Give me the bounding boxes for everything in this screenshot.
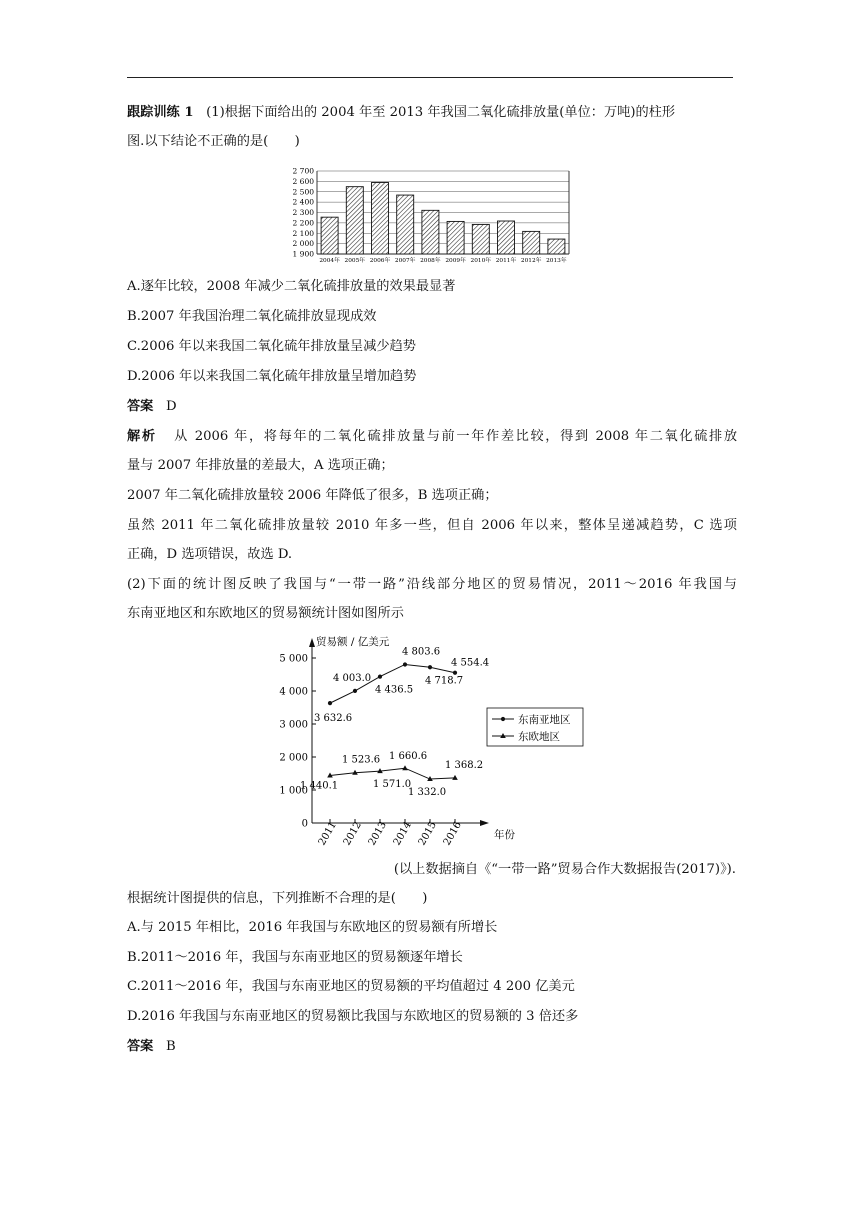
data-point <box>428 665 432 669</box>
line-y-tick-label: 4 000 <box>279 686 308 698</box>
line-chart-series <box>300 646 489 798</box>
data-label: 4 803.6 <box>402 646 441 658</box>
q1-answer-value: D <box>165 399 177 414</box>
q2-option-c: C.2011～2016 年，我国与东南亚地区的贸易额的平均值超过 4 200 亿美元 <box>127 979 575 994</box>
bar <box>447 221 464 254</box>
bar-y-tick-label: 2 400 <box>292 197 314 207</box>
q1-option-c: C.2006 年以来我国二氧化硫年排放量呈减少趋势 <box>127 339 416 354</box>
line-x-axis-title: 年份 <box>494 829 515 841</box>
q1-analysis-line3: 2007 年二氧化硫排放量较 2006 年降低了很多，B 选项正确； <box>127 488 498 503</box>
data-label: 1 523.6 <box>342 754 381 766</box>
data-label: 1 660.6 <box>389 751 428 763</box>
bar <box>422 210 439 254</box>
q1-label: 跟踪训练 1 <box>127 105 194 120</box>
line-x-tick-label: 2012 <box>341 819 364 848</box>
q2-question: 根据统计图提供的信息，下列推断不合理的是( ) <box>127 891 428 906</box>
data-label: 3 632.6 <box>314 713 353 725</box>
data-label: 1 368.2 <box>445 759 484 771</box>
data-point <box>452 775 458 780</box>
data-label: 4 554.4 <box>451 657 490 669</box>
bar <box>523 231 540 254</box>
data-label: 4 003.0 <box>333 672 372 684</box>
line-x-tick-label: 2014 <box>391 819 414 848</box>
line-x-tick-label: 2011 <box>316 819 339 848</box>
data-point <box>403 662 407 666</box>
legend-label: 东欧地区 <box>518 731 560 743</box>
bar-y-tick-label: 2 300 <box>292 208 314 218</box>
q2-answer-label: 答案 <box>127 1039 154 1054</box>
q1-answer <box>127 397 737 417</box>
bar-chart-bars <box>321 183 565 254</box>
line-y-tick-label: 0 <box>301 818 308 830</box>
bar <box>548 239 565 254</box>
bar-y-tick-label: 2 100 <box>292 228 314 238</box>
q1-option-b: B.2007 年我国治理二氧化硫排放显现成效 <box>127 309 377 324</box>
q1-stem-text: (1)根据下面给出的 2004 年至 2013 年我国二氧化硫排放量(单位：万吨)的柱形 <box>206 105 676 120</box>
q1-stem-line2: 图.以下结论不正确的是( ) <box>127 134 300 149</box>
line-x-tick-label: 2016 <box>441 819 464 848</box>
q2-answer <box>127 1037 737 1057</box>
bar-y-tick-label: 1 900 <box>292 249 314 259</box>
bar-x-tick-label: 2010年 <box>470 258 492 264</box>
line-y-tick-label: 5 000 <box>279 653 308 665</box>
line-x-axis-arrow <box>480 820 489 826</box>
q1-analysis-line1 <box>127 427 737 447</box>
header-rule <box>127 77 733 78</box>
data-label: 1 440.1 <box>300 780 339 792</box>
line-y-axis-title: 贸易额 / 亿美元 <box>316 636 390 648</box>
bar-chart <box>288 166 574 270</box>
bar <box>498 221 515 254</box>
q1-answer-label: 答案 <box>127 399 154 414</box>
data-label: 1 332.0 <box>408 787 447 799</box>
q2-source-note: (以上数据摘自《“一带一路”贸易合作大数据报告(2017)》). <box>393 862 736 877</box>
bar-x-tick-label: 2004年 <box>319 258 340 264</box>
legend-label: 东南亚地区 <box>518 714 571 726</box>
data-point <box>328 701 332 705</box>
bar-y-tick-label: 2 600 <box>292 176 314 186</box>
bar-x-tick-label: 2006年 <box>369 258 391 264</box>
data-point <box>353 689 357 693</box>
bar-x-tick-label: 2007年 <box>394 258 416 264</box>
bar-x-tick-label: 2012年 <box>520 258 542 264</box>
q2-option-b: B.2011～2016 年，我国与东南亚地区的贸易额逐年增长 <box>127 950 463 965</box>
line-chart-legend <box>487 708 583 746</box>
bar <box>397 195 414 254</box>
bar-chart-y-axis <box>293 167 315 259</box>
line-y-tick-label: 2 000 <box>279 752 308 764</box>
line-y-axis-arrow <box>309 638 315 647</box>
data-point <box>402 765 408 770</box>
bar-y-tick-label: 2 200 <box>292 218 314 228</box>
bar-y-tick-label: 2 700 <box>292 166 314 176</box>
legend-marker-circle <box>501 717 505 721</box>
line-y-tick-label: 1 000 <box>279 785 308 797</box>
line-x-tick-label: 2015 <box>416 819 439 848</box>
q2-option-a: A.与 2015 年相比，2016 年我国与东欧地区的贸易额有所增长 <box>127 920 498 935</box>
bar-x-tick-label: 2008年 <box>420 258 441 264</box>
q1-option-d: D.2006 年以来我国二氧化硫年排放量呈增加趋势 <box>127 369 417 384</box>
bar-y-tick-label: 2 500 <box>292 187 314 197</box>
bar-chart-x-axis <box>319 256 567 264</box>
q1-analysis-line4: 虽然 2011 年二氧化硫排放量较 2010 年多一些，但自 2006 年以来，整体呈递减趋势，C 选项 <box>127 518 737 533</box>
line-chart <box>272 628 602 850</box>
q1-analysis-text: 从 2006 年，将每年的二氧化硫排放量与前一年作差比较，得到 2008 年二氧化硫排放 <box>174 429 738 444</box>
line-x-tick-label: 2013 <box>366 819 389 848</box>
data-label: 1 571.0 <box>373 779 412 791</box>
q2-answer-value: B <box>165 1039 176 1054</box>
line-y-tick-label: 3 000 <box>279 719 308 731</box>
data-label: 4 718.7 <box>425 675 464 687</box>
q1-stem-line1 <box>127 103 737 123</box>
q1-analysis-line5: 正确，D 选项错误，故选 D. <box>127 547 293 562</box>
bar <box>472 224 489 254</box>
bar <box>372 183 389 254</box>
series-line <box>330 768 455 779</box>
q2-stem-line2: 东南亚地区和东欧地区的贸易额统计图如图所示 <box>127 606 404 621</box>
data-point <box>453 671 457 675</box>
bar-x-tick-label: 2005年 <box>344 258 366 264</box>
bar-x-tick-label: 2009年 <box>445 258 466 264</box>
bar-x-tick-label: 2013年 <box>546 258 567 264</box>
q2-stem-line1: (2)下面的统计图反映了我国与“一带一路”沿线部分地区的贸易情况，2011～2016 年我国与 <box>127 577 737 592</box>
bar-x-tick-label: 2011年 <box>495 258 517 264</box>
q1-option-a: A.逐年比较，2008 年减少二氧化硫排放量的效果最显著 <box>127 279 456 294</box>
data-point <box>378 674 382 678</box>
q1-analysis-line2: 量与 2007 年排放量的差最大，A 选项正确； <box>127 458 394 473</box>
data-label: 4 436.5 <box>375 684 414 696</box>
bar <box>321 217 338 254</box>
q2-option-d: D.2016 年我国与东南亚地区的贸易额比我国与东欧地区的贸易额的 3 倍还多 <box>127 1009 579 1024</box>
bar <box>346 187 363 254</box>
q1-analysis-label: 解析 <box>127 429 157 444</box>
bar-y-tick-label: 2 000 <box>292 239 314 249</box>
